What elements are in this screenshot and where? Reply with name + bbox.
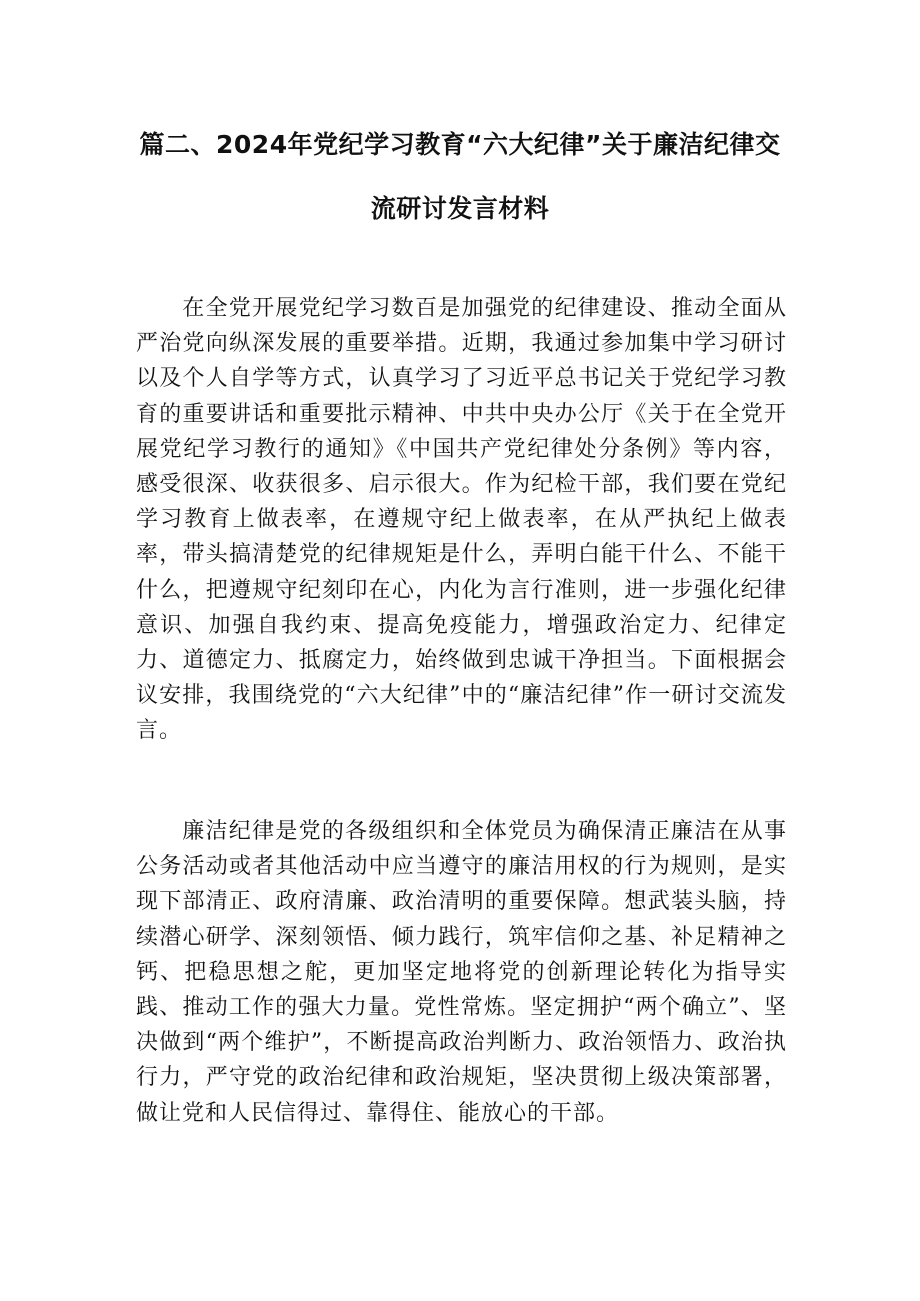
document-title-line-2: 流研讨发言材料 [370,194,550,223]
body-paragraph-2 [136,814,787,1131]
body-paragraph-1 [136,291,787,749]
body-paragraph-1-text: 在全党开展党纪学习数百是加强党的纪律建设、推动全面从严治党向纵深发展的重要举措。近期，我通过参加集中学习研讨以及个人自学等方式，认真学习了习近平总书记关于党纪学习教育的重要讲话和重要批示精神、中共中央办公厅《关于在全党开展党纪学习教行的通知》《中国共产党纪律处分条例》等内容，感受很深、收获很多、启示很大。作为纪检干部，我们要在党纪学习教育上做表率，在遵规守纪上做表率，在从严执纪上做表率，带头搞清楚党的纪律规矩是什么，弄明白能干什么、不能干什么，把遵规守纪刻印在心，内化为言行准则，进一步强化纪律意识、加强自我约束、提高免疫能力，增强政治定力、纪律定力、道德定力、抵腐定力，始终做到忠诚干净担当。下面根据会议安排，我围绕党的“六大纪律”中的“廉洁纪律”作一研讨交流发言。 [136,296,787,744]
body-paragraph-2-text: 廉洁纪律是党的各级组织和全体党员为确保清正廉洁在从事公务活动或者其他活动中应当遵守的廉洁用权的行为规则，是实现下部清正、政府清廉、政治清明的重要保障。想武装头脑，持续潜心研学、深刻领悟、倾力践行，筑牢信仰之基、补足精神之钙、把稳思想之舵，更加坚定地将党的创新理论转化为指导实践、推动工作的强大力量。党性常炼。坚定拥护“两个确立”、坚决做到“两个维护”，不断提高政治判断力、政治领悟力、政治执行力，严守党的政治纪律和政治规矩，坚决贯彻上级决策部署，做让党和人民信得过、靠得住、能放心的干部。 [136,819,787,1126]
document-title-line-1: 篇二、2024年党纪学习教育“六大纪律”关于廉洁纪律交 [139,130,781,159]
